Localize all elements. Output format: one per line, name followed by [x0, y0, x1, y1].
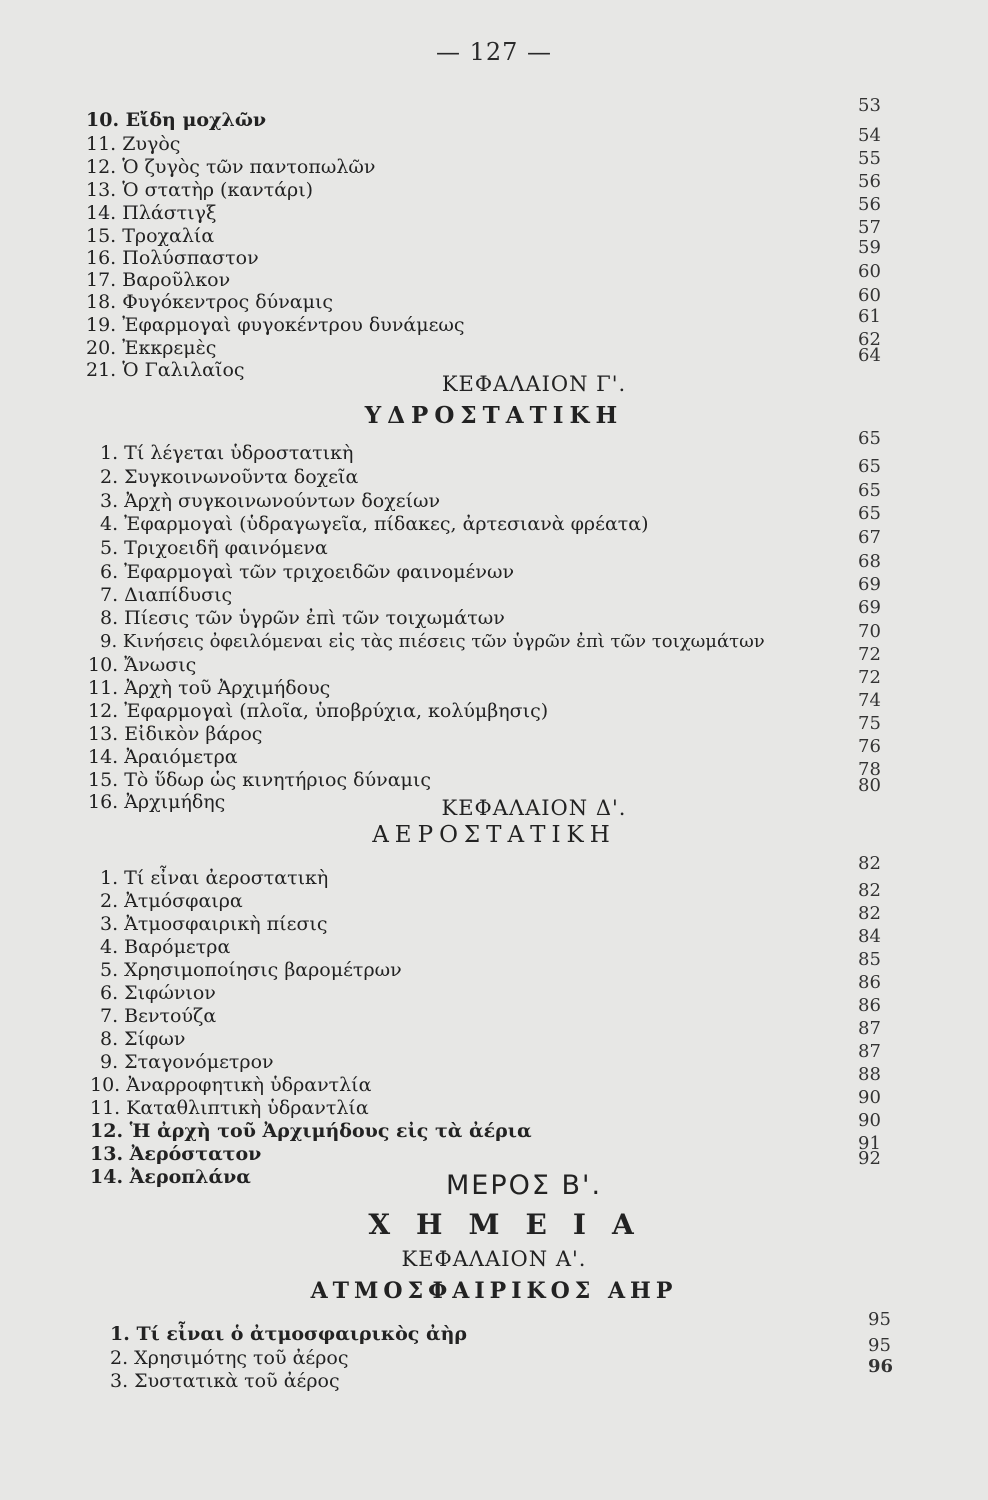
toc-entry: [0, 329, 988, 360]
toc-entry: [0, 285, 988, 314]
toc-entry-label: 8. Πίεσις τῶν ὑγρῶν ἐπὶ τῶν τοιχωμάτων: [100, 607, 505, 629]
toc-entry-page: 56: [858, 171, 881, 192]
toc-entry-page: 90: [858, 1110, 881, 1131]
toc-entry: [0, 574, 988, 607]
toc-entry: [0, 171, 988, 202]
toc-entry-page: 76: [858, 736, 881, 757]
toc-entry: [0, 148, 988, 179]
toc-entry: [0, 903, 988, 936]
toc-entry-label: 12. Ἐφαρμογαὶ (πλοῖα, ὑποβρύχια, κολύμβησις): [88, 700, 549, 722]
toc-entry: [0, 237, 988, 270]
toc-entry: [0, 95, 988, 132]
toc-entry-page: 87: [858, 1018, 881, 1039]
toc-entry-label: 10. Ἀναρροφητικὴ ὑδραντλία: [90, 1074, 372, 1096]
toc-entry: [0, 306, 988, 337]
toc-entry-label: 9. Κινήσεις ὀφειλόμεναι εἰς τὰς πιέσεις τῶν ὑγρῶν ἐπὶ τῶν τοιχωμάτων: [100, 631, 765, 652]
toc-entry-page: 86: [858, 995, 881, 1016]
toc-entry: [0, 456, 988, 489]
toc-entry-label: 3. Ἀτμοσφαιρικὴ πίεσις: [100, 913, 328, 935]
toc-entry-label: 7. Βεντούζα: [100, 1005, 217, 1027]
chapter-title: ΚΕΦΑΛΑΙΟΝ Δ'.: [441, 796, 627, 820]
toc-entry-page: 65: [858, 428, 881, 449]
toc-entry-page: 69: [858, 574, 881, 595]
toc-entry-label: 16. Πολύσπαστον: [86, 247, 259, 269]
toc-entry-label: 1. Τί λέγεται ὑδροστατικὴ: [100, 442, 354, 464]
toc-entry-label: 2. Ἀτμόσφαιρα: [100, 890, 243, 912]
toc-entry-label: 4. Βαρόμετρα: [100, 936, 231, 958]
toc-entry-page: 88: [858, 1064, 881, 1085]
toc-entry: [0, 503, 988, 536]
toc-entry: [0, 261, 988, 292]
subject-title: ΧΗΜΕΙΑ: [368, 1208, 660, 1241]
toc-entry: [0, 125, 988, 156]
toc-entry-page: 59: [858, 237, 881, 258]
toc-entry-page: 65: [858, 480, 881, 501]
toc-entry: [0, 644, 988, 677]
toc-entry-label: 14. Ἀεροπλάνα: [90, 1166, 251, 1188]
toc-entry-label: 19. Ἐφαρμογαὶ φυγοκέντρου δυνάμεως: [86, 314, 465, 336]
toc-entry-page: 68: [858, 551, 881, 572]
toc-entry-page: 72: [858, 667, 881, 688]
toc-entry: [0, 995, 988, 1028]
toc-entry-label: 1. Τί εἶναι ὁ ἀτμοσφαιρικὸς ἀὴρ: [110, 1323, 468, 1345]
toc-entry-page: 70: [858, 621, 881, 642]
toc-entry-label: 11. Καταθλιπτικὴ ὑδραντλία: [90, 1097, 369, 1119]
toc-entry-label: 11. Ζυγὸς: [86, 133, 181, 155]
section-title: ΑΕΡΟΣΤΑΤΙΚΗ: [372, 822, 616, 848]
toc-entry: [0, 926, 988, 959]
toc-entry-page: 96: [868, 1356, 894, 1377]
toc-entry-page: 54: [858, 125, 881, 146]
toc-entry: [0, 217, 988, 248]
toc-entry: [0, 690, 988, 723]
toc-entry: [0, 1087, 988, 1120]
toc-entry-page: 82: [858, 880, 881, 901]
toc-entry: [0, 759, 988, 792]
toc-entry-label: 4. Ἐφαρμογαὶ (ὑδραγωγεῖα, πίδακες, ἀρτεσιανὰ φρέατα): [100, 513, 649, 535]
toc-entry-page: 74: [858, 690, 881, 711]
toc-entry-label: 1. Τί εἶναι ἀεροστατικὴ: [100, 867, 329, 889]
toc-entry: [0, 1041, 988, 1074]
toc-entry-page: 86: [858, 972, 881, 993]
toc-entry: [0, 194, 988, 225]
toc-entry-page: 85: [858, 949, 881, 970]
toc-entry-page: 65: [858, 456, 881, 477]
toc-entry-page: 91: [858, 1133, 881, 1154]
toc-entry-page: 61: [858, 306, 881, 327]
toc-entry-page: 82: [858, 853, 881, 874]
page-number: — 127 —: [435, 38, 553, 66]
toc-entry-label: 18. Φυγόκεντρος δύναμις: [86, 291, 334, 313]
toc-entry-label: 16. Ἀρχιμήδης: [88, 791, 226, 813]
toc-entry-page: 56: [858, 194, 881, 215]
toc-entry: [0, 428, 988, 465]
toc-entry-label: 9. Σταγονόμετρον: [100, 1051, 274, 1073]
toc-entry-page: 80: [858, 775, 881, 796]
toc-entry-label: 14. Ἀραιόμετρα: [88, 746, 238, 768]
toc-entry-label: 13. Ὁ στατὴρ (καντάρι): [86, 179, 314, 201]
toc-entry-page: 65: [858, 503, 881, 524]
toc-entry-page: 53: [858, 95, 881, 116]
toc-entry-page: 82: [858, 903, 881, 924]
toc-entry-page: 67: [858, 527, 881, 548]
toc-entry-label: 8. Σίφων: [100, 1028, 186, 1050]
toc-entry: [0, 880, 988, 913]
toc-entry: [0, 1133, 988, 1166]
chapter-title: ΚΕΦΑΛΑΙΟΝ Α'.: [401, 1247, 587, 1271]
toc-entry-page: 87: [858, 1041, 881, 1062]
toc-entry-label: 15. Τροχαλία: [86, 225, 215, 247]
toc-entry: [0, 1110, 988, 1143]
toc-entry-page: 64: [858, 345, 881, 366]
toc-entry-page: 95: [868, 1335, 891, 1356]
section-title: ΑΤΜΟΣΦΑΙΡΙΚΟΣ ΑΗΡ: [310, 1278, 678, 1304]
toc-entry-label: 10. Εἴδη μοχλῶν: [86, 109, 267, 131]
toc-entry-label: 12. Ἡ ἀρχὴ τοῦ Ἀρχιμήδους εἰς τὰ ἀέρια: [90, 1120, 532, 1142]
toc-entry: [0, 551, 988, 584]
section-title: ΥΔΡΟΣΤΑΤΙΚΗ: [364, 402, 624, 429]
toc-entry: [0, 1018, 988, 1051]
toc-entry-label: 17. Βαροῦλκον: [86, 269, 231, 291]
toc-entry: [0, 597, 988, 630]
toc-entry-page: 90: [858, 1087, 881, 1108]
toc-entry: [0, 527, 988, 560]
toc-entry: [0, 1309, 988, 1346]
toc-entry-page: 92: [858, 1148, 881, 1169]
toc-entry-page: 60: [858, 285, 881, 306]
toc-entry-page: 57: [858, 217, 881, 238]
toc-entry-label: 2. Συγκοινωνοῦντα δοχεῖα: [100, 466, 359, 488]
toc-entry-label: 3. Ἀρχὴ συγκοινωνούντων δοχείων: [100, 490, 441, 512]
toc-entry-page: 69: [858, 597, 881, 618]
toc-entry-label: 10. Ἄνωσις: [88, 654, 197, 676]
toc-entry-label: 5. Τριχοειδῆ φαινόμενα: [100, 537, 328, 559]
toc-entry-page: 60: [858, 261, 881, 282]
toc-entry-label: 20. Ἐκκρεμὲς: [86, 337, 217, 359]
toc-entry-page: 62: [858, 329, 881, 350]
toc-entry-page: 95: [868, 1309, 891, 1330]
toc-entry-label: 15. Τὸ ὕδωρ ὡς κινητήριος δύναμις: [88, 769, 431, 791]
toc-entry-label: 2. Χρησιμότης τοῦ ἀέρος: [110, 1347, 349, 1369]
toc-entry-label: 12. Ὁ ζυγὸς τῶν παντοπωλῶν: [86, 156, 376, 178]
toc-entry: [0, 1064, 988, 1097]
toc-entry-label: 11. Ἀρχὴ τοῦ Ἀρχιμήδους: [88, 677, 331, 699]
toc-entry: [0, 713, 988, 746]
chapter-title: ΚΕΦΑΛΑΙΟΝ Γ'.: [441, 372, 627, 396]
toc-entry: [0, 736, 988, 769]
toc-entry-label: 13. Εἰδικὸν βάρος: [88, 723, 263, 745]
part-title: ΜΕΡΟΣ Β'.: [445, 1170, 603, 1201]
toc-entry-page: 55: [858, 148, 881, 169]
toc-entry: [0, 480, 988, 513]
toc-entry: [0, 667, 988, 700]
toc-entry-label: 14. Πλάστιγξ: [86, 202, 217, 224]
toc-entry-page: 75: [858, 713, 881, 734]
toc-entry: [0, 621, 988, 654]
toc-entry-label: 5. Χρησιμοποίησις βαρομέτρων: [100, 959, 402, 981]
toc-entry-page: 72: [858, 644, 881, 665]
toc-entry: [0, 1335, 988, 1370]
toc-entry: [0, 853, 988, 890]
toc-entry: [0, 972, 988, 1005]
toc-entry-label: 6. Ἐφαρμογαὶ τῶν τριχοειδῶν φαινομένων: [100, 561, 514, 583]
toc-entry-label: 6. Σιφώνιον: [100, 982, 216, 1004]
toc-entry-page: 78: [858, 759, 881, 780]
toc-entry-page: 84: [858, 926, 881, 947]
toc-entry-label: 7. Διαπίδυσις: [100, 584, 233, 606]
toc-entry-label: 21. Ὁ Γαλιλαῖος: [86, 359, 245, 381]
toc-entry-label: 13. Ἀερόστατον: [90, 1143, 262, 1165]
toc-entry: [0, 949, 988, 982]
toc-entry-label: 3. Συστατικὰ τοῦ ἀέρος: [110, 1370, 340, 1392]
